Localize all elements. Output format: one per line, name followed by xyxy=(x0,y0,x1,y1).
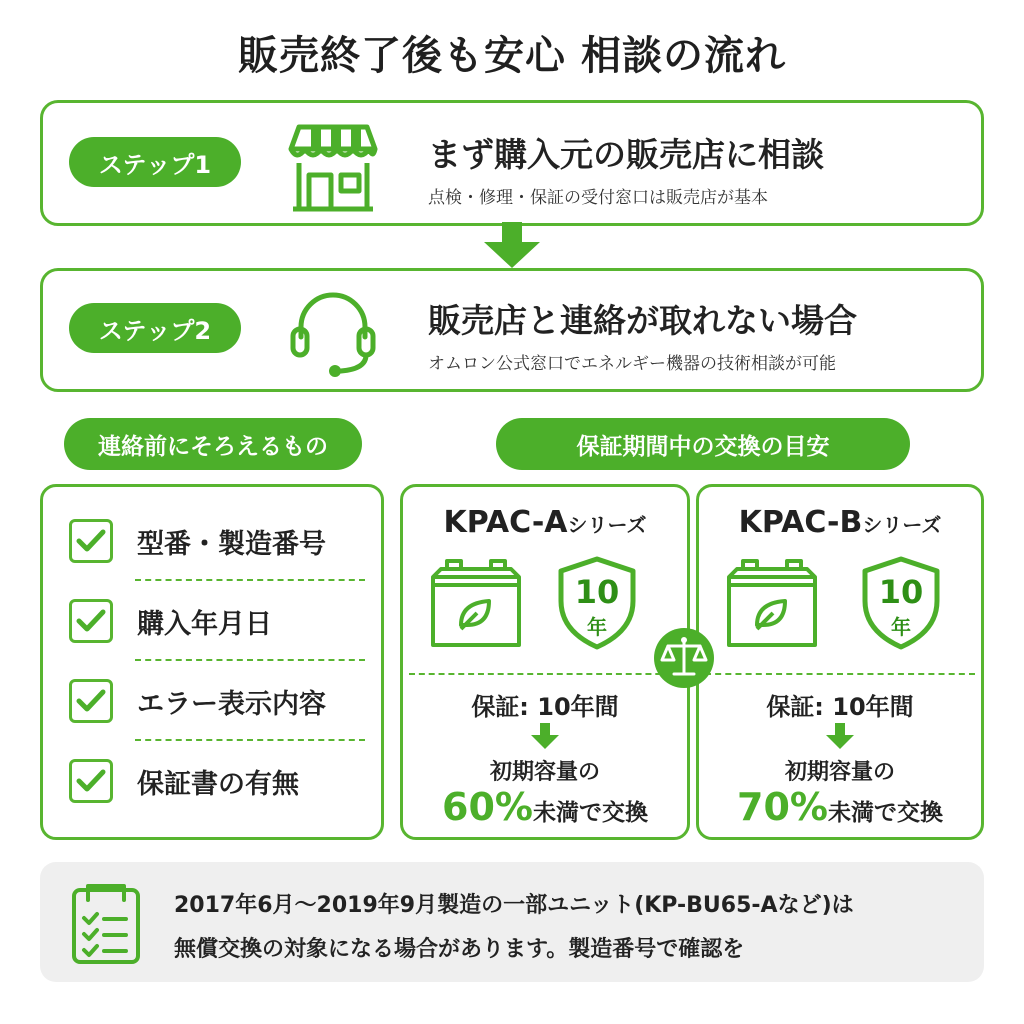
shield-unit: 年 xyxy=(587,615,607,639)
checkmark-icon xyxy=(76,688,106,714)
divider xyxy=(135,579,365,581)
capacity-percent: 60% xyxy=(442,785,533,829)
step-2-heading: 販売店と連絡が取れない場合 xyxy=(428,301,857,340)
headset-icon xyxy=(283,283,383,379)
checklist-panel xyxy=(40,484,384,840)
checkbox-icon xyxy=(69,599,113,643)
battery-leaf-icon xyxy=(723,555,821,651)
down-arrow-icon xyxy=(824,723,856,751)
step-2-subtext: オムロン公式窓口でエネルギー機器の技術相談が可能 xyxy=(428,354,836,374)
warranty-period: 保証: 10年間 xyxy=(471,693,619,721)
product-card-kpac-b xyxy=(696,484,984,840)
down-arrow-icon xyxy=(529,723,561,751)
series-name: KPAC-B xyxy=(738,505,863,540)
page-title: 販売終了後も安心 相談の流れ xyxy=(238,33,786,79)
checkbox-icon xyxy=(69,519,113,563)
balance-scale-icon xyxy=(652,626,716,690)
checklist-item xyxy=(69,583,379,659)
series-title xyxy=(403,505,687,540)
step-1-badge: ステップ1 xyxy=(69,137,241,187)
step-2-card xyxy=(40,268,984,392)
checkmark-icon xyxy=(76,608,106,634)
checklist-item xyxy=(69,743,379,819)
checkbox-icon xyxy=(69,759,113,803)
checklist-item-label: エラー表示内容 xyxy=(137,688,326,720)
shield-unit: 年 xyxy=(891,615,911,639)
warranty-period: 保証: 10年間 xyxy=(766,693,914,721)
shield-number: 10 xyxy=(574,573,620,611)
warranty-title-badge: 保証期間中の交換の目安 xyxy=(496,418,910,470)
down-arrow-icon xyxy=(482,222,542,270)
notice-box xyxy=(40,862,984,982)
divider xyxy=(705,673,975,675)
divider xyxy=(135,659,365,661)
checklist-item-label: 購入年月日 xyxy=(137,608,272,640)
checklist-title-badge: 連絡前にそろえるもの xyxy=(64,418,362,470)
divider xyxy=(135,739,365,741)
step-2-badge: ステップ2 xyxy=(69,303,241,353)
series-name: KPAC-A xyxy=(443,505,568,540)
checkbox-icon xyxy=(69,679,113,723)
replacement-threshold xyxy=(699,785,981,829)
step-1-subtext: 点検・修理・保証の受付窓口は販売店が基本 xyxy=(428,188,768,208)
capacity-percent: 70% xyxy=(737,785,828,829)
replacement-threshold xyxy=(403,785,687,829)
checklist-item xyxy=(69,503,379,579)
checklist-item-label: 型番・製造番号 xyxy=(137,528,326,560)
step-1-heading: まず購入元の販売店に相談 xyxy=(428,135,824,174)
series-title xyxy=(699,505,981,540)
initial-capacity-label: 初期容量の xyxy=(489,760,600,785)
checklist-item-label: 保証書の有無 xyxy=(137,768,299,800)
initial-capacity-label: 初期容量の xyxy=(784,760,895,785)
divider xyxy=(409,673,681,675)
series-suffix: シリーズ xyxy=(862,513,942,537)
checkmark-icon xyxy=(76,768,106,794)
checkmark-icon xyxy=(76,528,106,554)
shield-number: 10 xyxy=(878,573,924,611)
battery-leaf-icon xyxy=(427,555,525,651)
notice-line-1: 2017年6月～2019年9月製造の一部ユニット(KP-BU65-Aなど)は xyxy=(174,893,854,918)
clipboard-checklist-icon xyxy=(68,880,144,966)
notice-line-2: 無償交換の対象になる場合があります。製造番号で確認を xyxy=(174,937,745,962)
store-icon xyxy=(285,119,381,215)
replacement-text: 未満で交換 xyxy=(532,800,648,826)
product-card-kpac-a xyxy=(400,484,690,840)
series-suffix: シリーズ xyxy=(567,513,647,537)
step-1-card xyxy=(40,100,984,226)
replacement-text: 未満で交換 xyxy=(827,800,943,826)
checklist-item xyxy=(69,663,379,739)
